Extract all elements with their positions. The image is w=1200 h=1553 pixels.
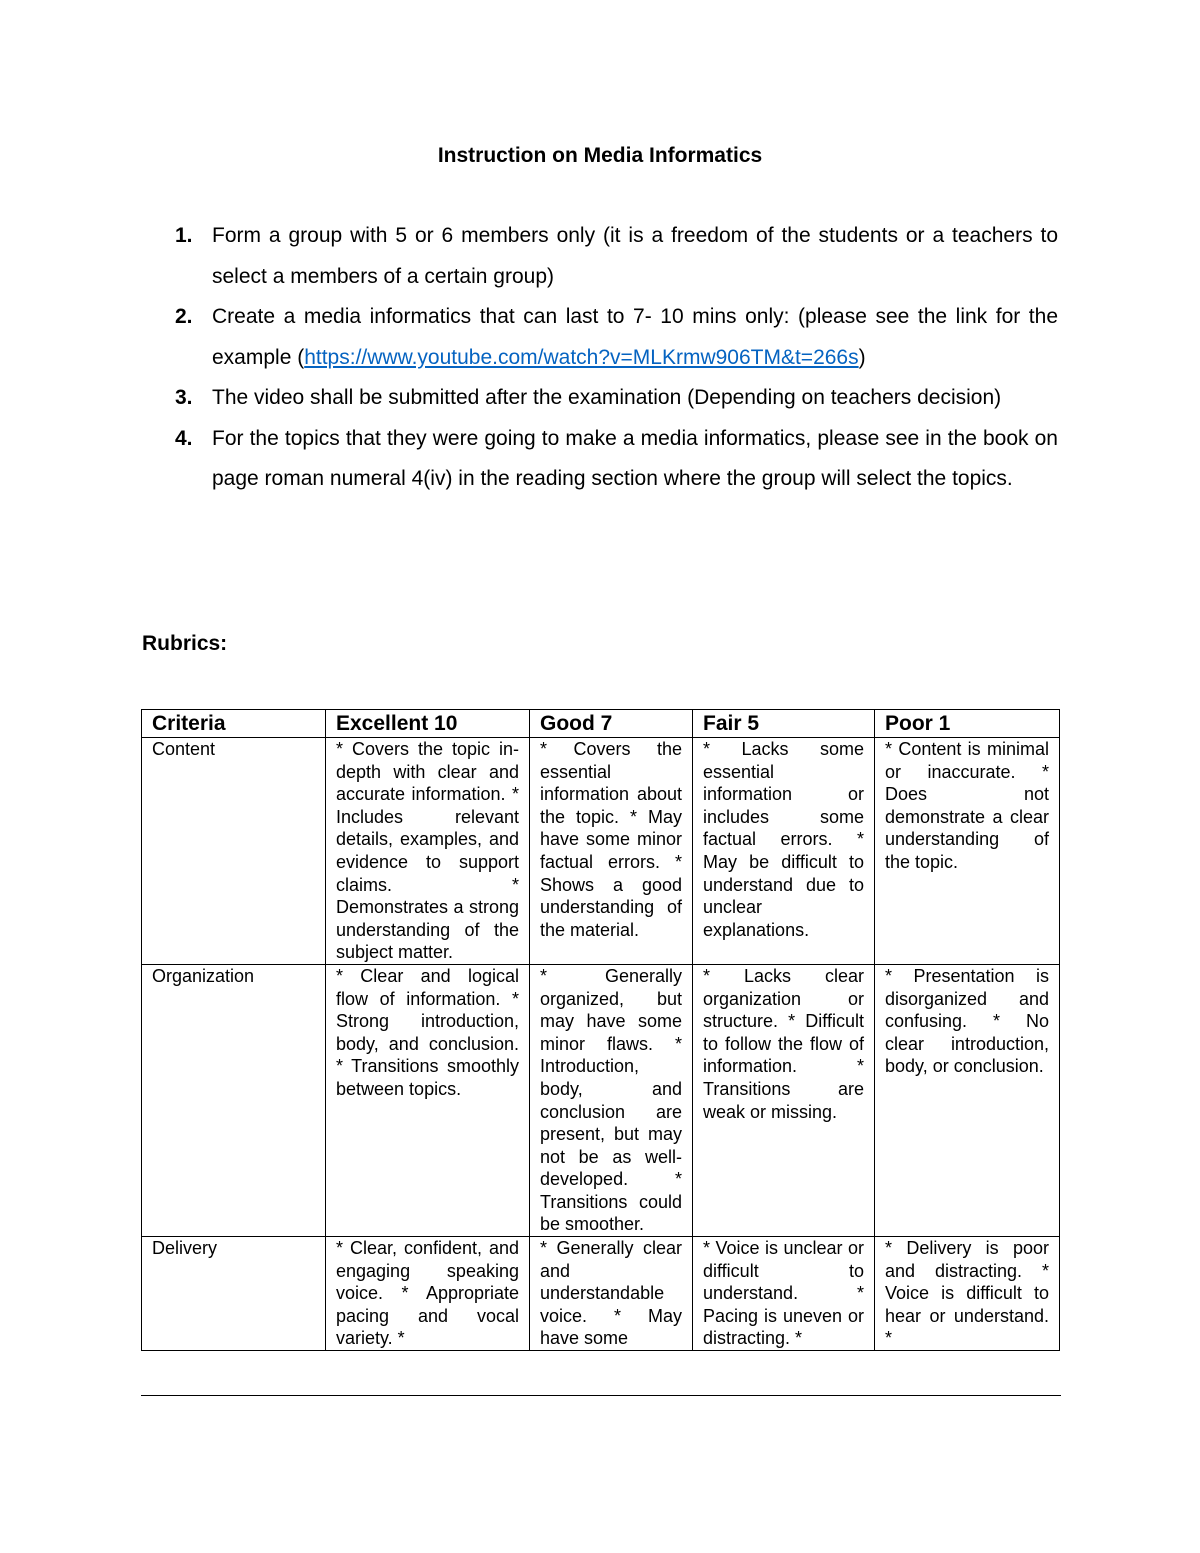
instruction-text-end: ) <box>858 345 866 369</box>
instruction-item <box>142 419 1058 500</box>
instruction-text: Create a media informatics that can last to 7- 10 mins only: (please see the link for the example ( <box>212 305 1058 369</box>
poor-cell: * Presentation is disorganized and confusing. * No clear introduction, body, or conclusion. <box>875 964 1060 1236</box>
excellent-cell: * Covers the topic in-depth with clear and accurate information. * Includes relevant details, examples, and evidence to support claims. * Demonstrates a strong understanding of the subject matter. <box>326 738 530 965</box>
fair-cell: * Lacks some essential information or includes some factual errors. * May be difficult to understand due to unclear explanations. <box>693 738 875 965</box>
good-cell: * Generally organized, but may have some minor flaws. * Introduction, body, and conclusion are present, but may not be as well-developed. * Transitions could be smoother. <box>530 964 693 1236</box>
instruction-number: 3. <box>175 386 193 409</box>
header-criteria: Criteria <box>142 710 326 738</box>
instruction-text: Form a group with 5 or 6 members only (it is a freedom of the students or a teachers to select a members of a certain group) <box>212 224 1058 288</box>
excellent-cell: * Clear, confident, and engaging speaking voice. * Appropriate pacing and vocal variety. * <box>326 1237 530 1351</box>
criteria-cell: Content <box>142 738 326 965</box>
instruction-item <box>142 378 1058 419</box>
fair-cell: * Voice is unclear or difficult to understand. * Pacing is uneven or distracting. * <box>693 1237 875 1351</box>
rubric-header-row <box>142 710 1060 738</box>
rubrics-heading: Rubrics: <box>142 632 228 655</box>
excellent-cell: * Clear and logical flow of information. * Strong introduction, body, and conclusion. * Transitions smoothly between topics. <box>326 964 530 1236</box>
header-poor: Poor 1 <box>875 710 1060 738</box>
instruction-item <box>142 297 1058 378</box>
poor-cell: * Delivery is poor and distracting. * Voice is difficult to hear or understand. * <box>875 1237 1060 1351</box>
header-excellent: Excellent 10 <box>326 710 530 738</box>
rubric-table <box>141 709 1060 1351</box>
instruction-number: 1. <box>175 224 193 247</box>
criteria-cell: Delivery <box>142 1237 326 1351</box>
criteria-cell: Organization <box>142 964 326 1236</box>
header-fair: Fair 5 <box>693 710 875 738</box>
fair-cell: * Lacks clear organization or structure. * Difficult to follow the flow of information. * Transitions are weak or missing. <box>693 964 875 1236</box>
example-video-link[interactable]: https://www.youtube.com/watch?v=MLKrmw906TM&t=266s <box>304 345 859 369</box>
page-title: Instruction on Media Informatics <box>437 144 763 167</box>
instruction-item <box>142 216 1058 297</box>
rubric-table-container <box>141 709 1061 1396</box>
rubric-row-content <box>142 738 1060 965</box>
good-cell: * Generally clear and understandable voice. * May have some <box>530 1237 693 1351</box>
instruction-list <box>142 216 1058 500</box>
poor-cell: * Content is minimal or inaccurate. * Does not demonstrate a clear understanding of the topic. <box>875 738 1060 965</box>
rubric-row-organization <box>142 964 1060 1236</box>
rubric-row-delivery <box>142 1237 1060 1351</box>
good-cell: * Covers the essential information about the topic. * May have some minor factual errors. * Shows a good understanding of the material. <box>530 738 693 965</box>
instruction-number: 2. <box>175 305 193 328</box>
instruction-text: The video shall be submitted after the examination (Depending on teachers decision) <box>212 386 1002 409</box>
instruction-number: 4. <box>175 426 193 450</box>
instruction-text: For the topics that they were going to make a media informatics, please see in the book on page roman numeral 4(iv) in the reading section where the group will select the topics. <box>212 426 1058 490</box>
header-good: Good 7 <box>530 710 693 738</box>
